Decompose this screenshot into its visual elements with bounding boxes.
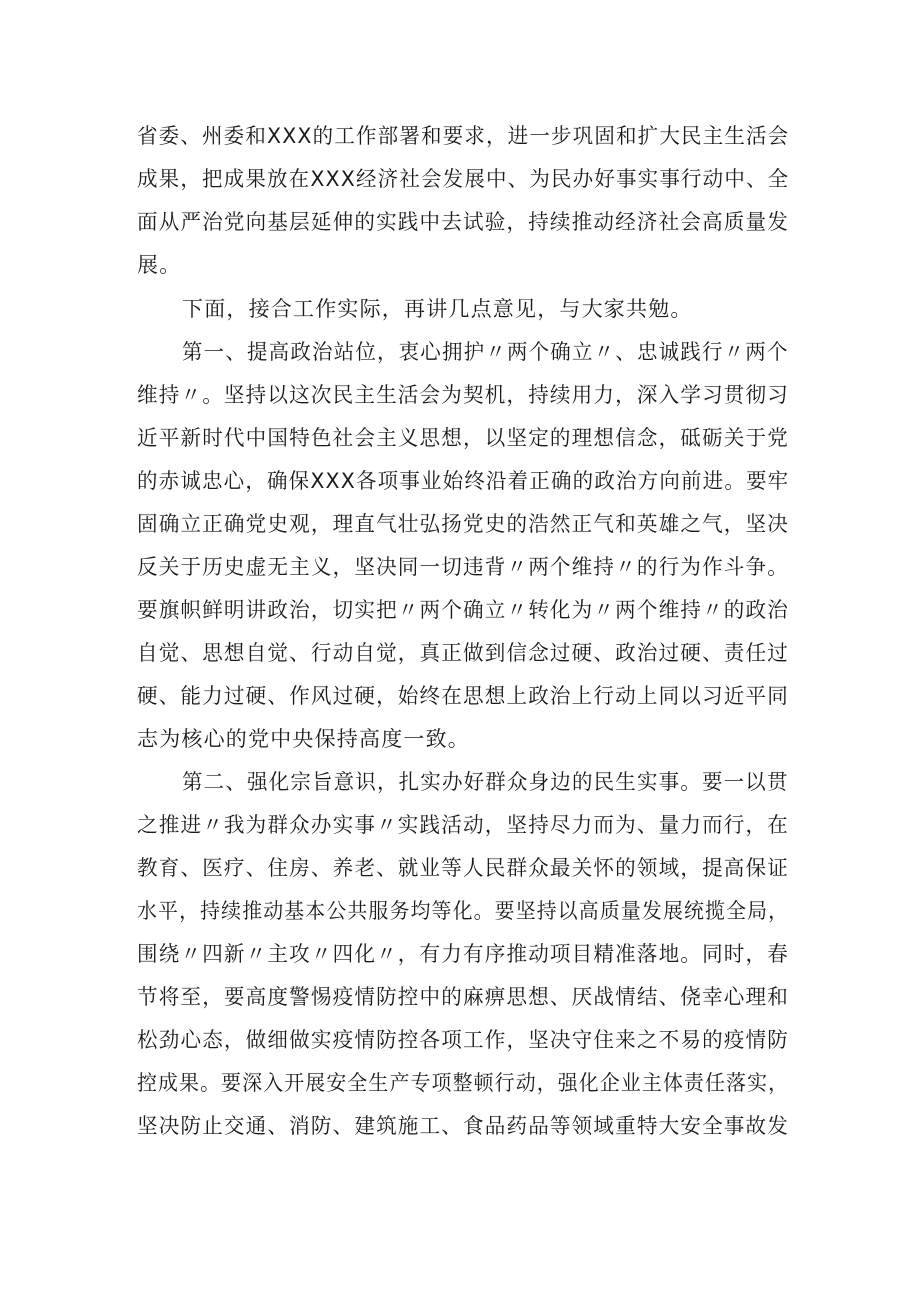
paragraph-4-line: 第二、强化宗旨意识，扎实办好群众身边的民生实事。要一以贯 [182,770,789,794]
paragraph-1-line: 展。 [137,253,182,277]
paragraph-2-line: 下面，接合工作实际，再讲几点意见，与大家共勉。 [182,297,693,321]
paragraph-1-line: 面从严治党向基层延伸的实践中去试验，持续推动经济社会高质量发 [137,210,789,234]
paragraph-3-line: 的赤诚忠心，确保XXX各项事业始终沿着正确的政治方向前进。要牢 [137,469,790,493]
paragraph-4-line: 控成果。要深入开展安全生产专项整顿行动，强化企业主体责任落实， [137,1071,790,1095]
paragraph-4-line: 坚决防止交通、消防、建筑施工、食品药品等领域重特大安全事故发 [137,1114,789,1138]
paragraph-3-line: 第一、提高政治站位，衷心拥护〃两个确立〃、忠诚践行〃两个 [182,340,789,364]
paragraph-3-line: 硬、能力过硬、作风过硬，始终在思想上政治上行动上同以习近平同 [137,684,789,708]
paragraph-3-line: 要旗帜鲜明讲政治，切实把〃两个确立〃转化为〃两个维持〃的政治 [137,598,789,622]
paragraph-3-line: 固确立正确党史观，理直气壮弘扬党史的浩然正气和英雄之气，坚决 [137,512,789,536]
paragraph-3-line: 志为核心的党中央保持高度一致。 [137,727,470,751]
paragraph-4-line: 水平，持续推动基本公共服务均等化。要坚持以高质量发展统揽全局， [137,899,790,923]
paragraph-4-line: 围绕〃四新〃主攻〃四化〃，有力有序推动项目精准落地。同时，春 [137,942,789,966]
paragraph-3-line: 近平新时代中国特色社会主义思想，以坚定的理想信念，砥砺关于党 [137,426,789,450]
document-body [137,0,789,1301]
paragraph-3-line: 自觉、思想自觉、行动自觉，真正做到信念过硬、政治过硬、责任过 [137,641,789,665]
paragraph-1-line: 成果，把成果放在XXX经济社会发展中、为民办好事实事行动中、全 [137,167,790,191]
paragraph-1-line: 省委、州委和XXX的工作部署和要求，进一步巩固和扩大民主生活会 [137,124,790,148]
paragraph-4-line: 教育、医疗、住房、养老、就业等人民群众最关怀的领域，提高保证 [137,856,789,880]
paragraph-3-line: 维持〃。坚持以这次民主生活会为契机，持续用力，深入学习贯彻习 [137,383,789,407]
paragraph-4-line: 之推进〃我为群众办实事〃实践活动，坚持尽力而为、量力而行，在 [137,813,789,837]
paragraph-4-line: 节将至，要高度警惕疫情防控中的麻痹思想、厌战情结、侥幸心理和 [137,985,789,1009]
paragraph-3-line: 反关于历史虚无主义，坚决同一切违背〃两个维持〃的行为作斗争。 [137,555,789,579]
paragraph-4-line: 松劲心态，做细做实疫情防控各项工作，坚决守住来之不易的疫情防 [137,1028,789,1052]
